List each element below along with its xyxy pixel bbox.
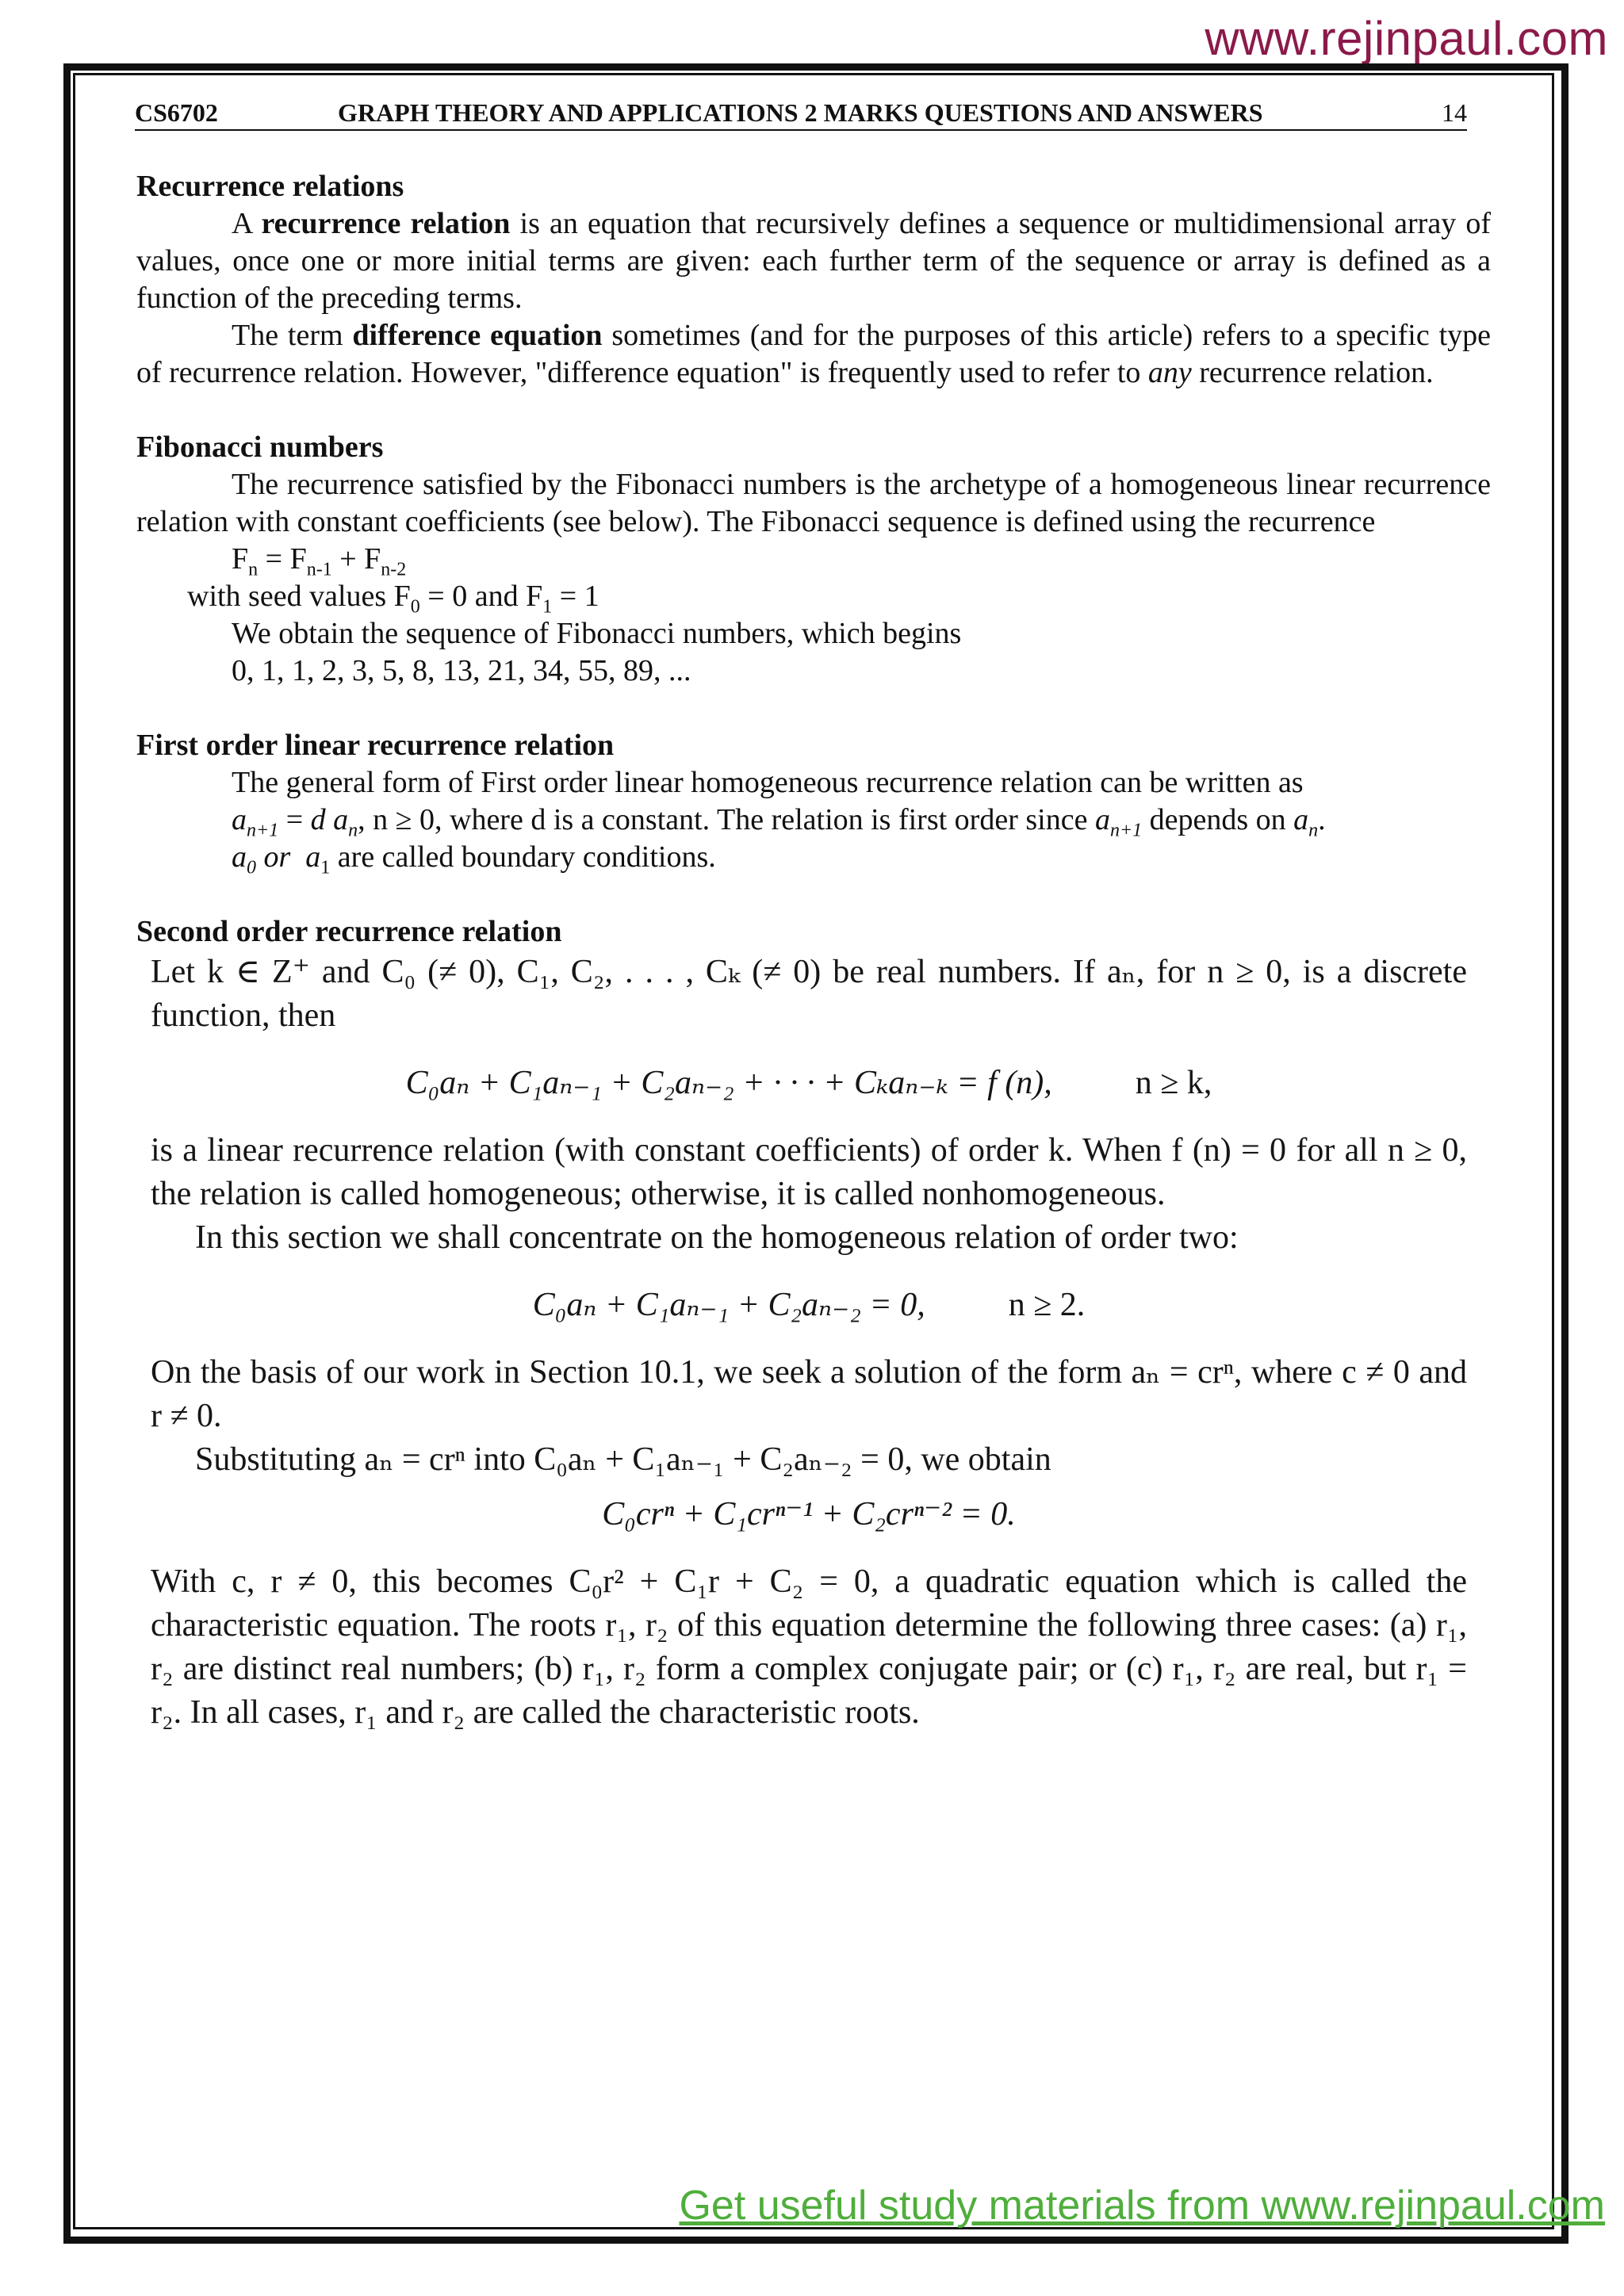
fibonacci-paragraph: The recurrence satisfied by the Fibonacci numbers is the archetype of a homogeneous linear recurrence relation with constant coefficients (see below). The Fibonacci sequence is defined using the recurrence [136, 468, 1491, 538]
fibonacci-obtain-line: We obtain the sequence of Fibonacci numbers, which begins [232, 617, 962, 650]
equation-text: C₀aₙ + C₁aₙ₋₁ + C₂aₙ₋₂ = 0, [532, 1287, 925, 1323]
difference-equation-paragraph [136, 317, 1491, 392]
fibonacci-formula: $F_n = F_{n-1} + F_{n-2}$ [232, 542, 407, 580]
recurrence-definition-paragraph [136, 205, 1491, 317]
page-header [135, 98, 1467, 131]
second-order-paragraph-3: In this section we shall concentrate on the homogeneous relation of order two: [195, 1219, 1239, 1256]
text-run: = 0 and F [419, 580, 543, 613]
course-code: CS6702 [135, 98, 218, 127]
fibonacci-sequence: 0, 1, 1, 2, 3, 5, 8, 13, 21, 34, 55, 89, ... [232, 654, 691, 687]
first-order-line-2: $a_{n+1} = d$ $a_n$, n ≥ 0, where d is a constant. The relation is first order since $a_{n+1}$ depends on $a_n$. [232, 803, 1326, 841]
fibonacci-seed-values: with seed values $F_0 = 0$ and $F_1 = 1$ [187, 580, 599, 618]
equation-substituted: C₀crⁿ + C₁crⁿ⁻¹ + C₂crⁿ⁻² = 0. [602, 1496, 1016, 1533]
text-run: recurrence relation. [1191, 356, 1434, 389]
text-run: = 1 [552, 580, 599, 613]
second-order-paragraph-1: Let k ∈ Z⁺ and C₀ (≠ 0), C₁, C₂, . . . , Cₖ (≠ 0) be real numbers. If aₙ, for n ≥ 0, is a discrete function, then [151, 954, 1467, 1034]
text-run: A [232, 207, 262, 240]
equation-general [151, 1062, 1467, 1105]
italic-term: any [1147, 356, 1192, 389]
text-run: are called boundary conditions. [330, 840, 716, 874]
text-run: The term [232, 319, 353, 352]
watermark-top[interactable]: www.rejinpaul.com [1205, 12, 1608, 65]
text-run: , n ≥ 0, where d is a constant. The relation is first order since [358, 803, 1095, 836]
second-order-paragraph-2: is a linear recurrence relation (with constant coefficients) of order k. When f (n) = 0 for all n ≥ 0, the relation is called homogeneous; otherwise, it is called nonhomogeneous. [151, 1132, 1467, 1212]
text-run: sometimes (and for the purposes of this article) refers to a specific type of recurrence relation. However, "difference equation" is frequently used to refer to [136, 319, 1491, 389]
second-order-paragraph-4: On the basis of our work in Section 10.1, we seek a solution of the form aₙ = crⁿ, where c ≠ 0 and r ≠ 0. [151, 1354, 1467, 1434]
section-heading-recurrence: Recurrence relations [136, 170, 404, 203]
page-number: 14 [1442, 98, 1467, 127]
header-title: GRAPH THEORY AND APPLICATIONS 2 MARKS QUESTIONS AND ANSWERS [338, 98, 1263, 127]
text-run: is an equation that recursively defines a sequence or multidimensional array of values, once one or more initial terms are given: each further term of the sequence or array is defined as a function of the preceding terms. [136, 207, 1491, 315]
second-order-scanned-text [136, 951, 1467, 1735]
section-heading-first-order: First order linear recurrence relation [136, 729, 615, 762]
first-order-line-1: The general form of First order linear homogeneous recurrence relation can be written as [232, 766, 1304, 799]
text-run: depends on [1142, 803, 1294, 836]
section-heading-second-order: Second order recurrence relation [136, 915, 562, 948]
page-content [136, 168, 1491, 1735]
text-run: with seed values F [187, 580, 411, 613]
bold-term: recurrence relation [261, 207, 511, 240]
second-order-paragraph-6: With c, r ≠ 0, this becomes C₀r² + C₁r + C₂ = 0, a quadratic equation which is called the characteristic equation. The roots r₁, r₂ of this equation determine the following three cases: (a) r₁, r₂ are distinct real numbers; (b) r₁, r₂ form a complex conjugate pair; or (c) r₁, r₂ are real, but r₁ = r₂. In all cases, r₁ and r₂ are called the characteristic roots. [151, 1563, 1467, 1731]
section-heading-fibonacci: Fibonacci numbers [136, 430, 384, 464]
bold-term: difference equation [352, 319, 603, 352]
equation-condition: n ≥ 2. [1008, 1287, 1086, 1323]
equation-text: C₀aₙ + C₁aₙ₋₁ + C₂aₙ₋₂ + · · · + Cₖaₙ₋ₖ = f (n), [405, 1065, 1052, 1101]
first-order-line-3: $a_0$ or $a_1$ are called boundary conditions. [232, 840, 716, 878]
equation-condition: n ≥ k, [1135, 1065, 1212, 1101]
second-order-paragraph-5: Substituting aₙ = crⁿ into C₀aₙ + C₁aₙ₋₁ + C₂aₙ₋₂ = 0, we obtain [195, 1441, 1051, 1478]
equation-order-two [151, 1284, 1467, 1327]
watermark-bottom[interactable]: Get useful study materials from www.rejinpaul.com [679, 2183, 1605, 2229]
